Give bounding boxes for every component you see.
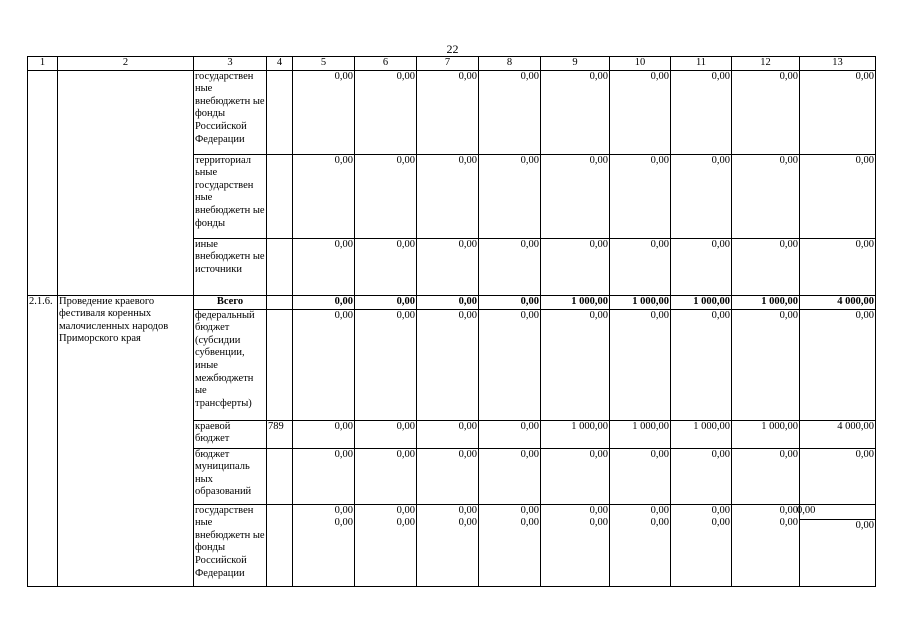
value-cell: 0,00 (355, 420, 417, 448)
value-cell: 0,00 (800, 70, 876, 154)
item-name-cell: Проведение краевого фестиваля коренных малочисленных народов Приморского края (58, 295, 194, 586)
value-cell: 0,00 (417, 295, 479, 309)
value-bottom: 0,00 (458, 517, 477, 529)
value-cell: 0,00 (671, 309, 732, 420)
value-cell: 0,00 (417, 309, 479, 420)
value-cell: 1 000,00 (671, 420, 732, 448)
value-cell: 0,00 (800, 309, 876, 420)
value-top: 0,00 (589, 504, 608, 516)
value-cell: 0,00 (355, 295, 417, 309)
code-cell (267, 154, 293, 238)
funding-source-cell: государствен ные внебюджетн ые фонды Российской Федерации (194, 504, 267, 586)
column-number-cell: 13 (800, 57, 876, 71)
value-top: 0,00 (779, 504, 798, 516)
budget-table (27, 56, 876, 587)
value-bottom: 0,00 (520, 517, 539, 529)
value-cell: 1 000,00 (610, 420, 671, 448)
column-number-row (28, 57, 876, 71)
value-bottom: 0,00 (589, 517, 608, 529)
value-cell: 0,00 (610, 448, 671, 504)
value-cell: 0,00 (479, 238, 541, 295)
value-cell: 0,00 (800, 154, 876, 238)
funding-source-row (28, 70, 876, 154)
value-cell: 0,00 (541, 70, 610, 154)
value-bottom: 0,00 (800, 519, 875, 533)
column-number-cell: 1 (28, 57, 58, 71)
value-cell: 0,00 (355, 448, 417, 504)
total-label-cell: Всего (194, 295, 267, 309)
item-number-cell (28, 70, 58, 295)
funding-source-cell: краевой бюджет (194, 420, 267, 448)
column-number-cell: 7 (417, 57, 479, 71)
item-number-cell: 2.1.6. (28, 295, 58, 586)
value-cell: 1 000,00 (732, 295, 800, 309)
code-cell (267, 295, 293, 309)
value-cell: 0,00 (417, 154, 479, 238)
value-top: 0,00 (458, 504, 477, 516)
value-cell (671, 504, 732, 586)
value-cell: 0,00 (732, 154, 800, 238)
value-cell: 0,00 (800, 238, 876, 295)
value-cell: 0,00 (800, 448, 876, 504)
value-cell: 0,00 (293, 70, 355, 154)
value-cell: 0,00 (732, 238, 800, 295)
value-top: 0,00 (711, 504, 730, 516)
value-cell (541, 504, 610, 586)
value-cell: 0,00 (671, 238, 732, 295)
column-number-cell: 2 (58, 57, 194, 71)
value-cell (479, 504, 541, 586)
total-row (28, 295, 876, 309)
value-cell: 0,00 (541, 309, 610, 420)
funding-source-cell: иные внебюджетн ые источники (194, 238, 267, 295)
value-cell: 4 000,00 (800, 420, 876, 448)
code-cell (267, 70, 293, 154)
page-number: 22 (446, 42, 459, 56)
value-cell: 1 000,00 (671, 295, 732, 309)
value-cell: 0,00 (293, 420, 355, 448)
value-top: 0,00 (520, 504, 539, 516)
code-cell (267, 448, 293, 504)
value-bottom: 0,00 (334, 517, 353, 529)
value-cell (732, 504, 800, 586)
column-number-cell: 11 (671, 57, 732, 71)
value-cell: 0,00 (610, 309, 671, 420)
value-cell: 0,00 (417, 420, 479, 448)
value-cell: 0,00 (541, 448, 610, 504)
value-bottom: 0,00 (711, 517, 730, 529)
value-cell: 0,00 (732, 309, 800, 420)
funding-source-cell: федеральный бюджет (субсидии субвенции, иные межбюджетн ые трансферты) (194, 309, 267, 420)
column-number-cell: 6 (355, 57, 417, 71)
value-cell: 0,00 (732, 70, 800, 154)
code-cell (267, 504, 293, 586)
funding-source-cell: бюджет муниципаль ных образований (194, 448, 267, 504)
value-cell: 1 000,00 (541, 295, 610, 309)
value-cell: 0,00 (479, 295, 541, 309)
value-cell: 0,00 (732, 448, 800, 504)
value-cell (293, 504, 355, 586)
column-number-cell: 12 (732, 57, 800, 71)
value-top: 0,00 (396, 504, 415, 516)
code-cell: 789 (267, 420, 293, 448)
code-cell (267, 309, 293, 420)
value-cell: 0,00 (671, 154, 732, 238)
value-cell: 1 000,00 (541, 420, 610, 448)
column-number-cell: 9 (541, 57, 610, 71)
value-bottom: 0,00 (650, 517, 669, 529)
column-number-cell: 10 (610, 57, 671, 71)
code-cell (267, 238, 293, 295)
column-number-cell: 8 (479, 57, 541, 71)
value-cell: 0,00 (355, 238, 417, 295)
item-name-cell (58, 70, 194, 295)
value-cell: 0,00 (293, 309, 355, 420)
value-cell: 0,00 (479, 154, 541, 238)
value-cell: 0,00 (479, 70, 541, 154)
value-cell: 0,00 (541, 154, 610, 238)
value-cell: 0,00 (671, 70, 732, 154)
value-cell: 0,00 (293, 154, 355, 238)
value-cell: 0,00 (610, 154, 671, 238)
value-top: 0,00 (650, 504, 669, 516)
value-cell: 4 000,00 (800, 295, 876, 309)
value-cell: 0,00 (541, 238, 610, 295)
value-bottom: 0,00 (396, 517, 415, 529)
value-cell (355, 504, 417, 586)
value-cell: 0,00 (355, 309, 417, 420)
value-top: 0,00 (334, 504, 353, 516)
value-cell (610, 504, 671, 586)
value-cell: 0,00 (293, 295, 355, 309)
value-cell: 0,00 (479, 420, 541, 448)
value-cell: 0,00 (671, 448, 732, 504)
value-cell: 1 000,00 (732, 420, 800, 448)
value-bottom: 0,00 (779, 517, 798, 529)
funding-source-cell: территориал ьные государствен ные внебюджетн ые фонды (194, 154, 267, 238)
funding-source-cell: государствен ные внебюджетн ые фонды Российской Федерации (194, 70, 267, 154)
value-cell: 0,00 (355, 154, 417, 238)
value-cell: 0,00 (355, 70, 417, 154)
column-number-cell: 4 (267, 57, 293, 71)
column-number-cell: 3 (194, 57, 267, 71)
value-cell: 0,00 (417, 70, 479, 154)
value-cell: 0,00 (610, 70, 671, 154)
column-number-cell: 5 (293, 57, 355, 71)
value-cell: 0,00 (293, 238, 355, 295)
value-cell (797, 504, 876, 586)
value-cell: 0,00 (293, 448, 355, 504)
value-cell: 0,00 (479, 309, 541, 420)
value-cell: 0,00 (417, 448, 479, 504)
value-top: 0,00 (797, 504, 816, 516)
value-cell: 0,00 (479, 448, 541, 504)
value-cell: 1 000,00 (610, 295, 671, 309)
value-cell: 0,00 (417, 238, 479, 295)
value-cell (417, 504, 479, 586)
value-cell: 0,00 (610, 238, 671, 295)
